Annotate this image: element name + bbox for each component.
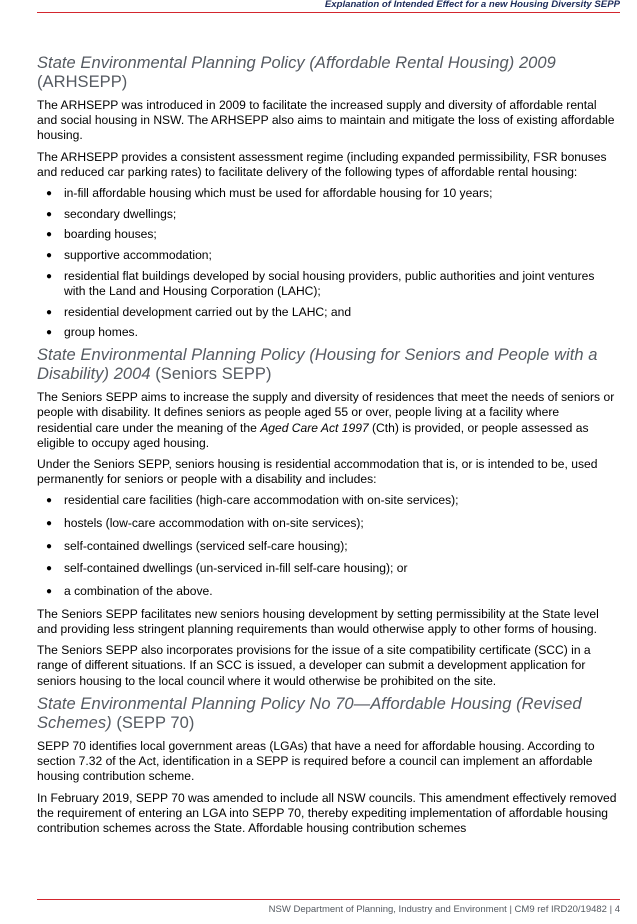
bullet-icon: ● [46,208,53,220]
paragraph-text: (Cth) is provided, or people assessed as eligible to occupy aged housing. [37,420,589,450]
act-title: Aged Care Act 1997 [260,420,369,435]
list-item-text: supportive accommodation; [64,248,212,263]
list-item-text: residential flat buildings developed by social housing providers, public authorities and joint ventures with the Land and Housing Corporation (LAHC); [64,268,595,299]
bullet-icon: ● [46,586,53,598]
bullet-icon: ● [46,563,53,575]
section-heading [37,695,617,733]
section-seniors-sepp [37,346,617,689]
bullet-icon: ● [46,229,53,241]
bullet-icon: ● [46,540,53,552]
page-content [37,54,617,842]
heading-plain: (Seniors SEPP) [155,365,272,384]
footer-rule [37,899,620,900]
paragraph-text: The Seniors SEPP aims to increase the supply and diversity of residences that meet the needs of seniors or people with disability. It defines seniors as people aged 55 or over, people living at a facility where residential care under the meaning of the [37,390,615,435]
list-item-text: a combination of the above. [64,584,213,599]
list-item [37,493,617,508]
bullet-icon: ● [46,188,53,200]
bullet-icon: ● [46,306,53,318]
bullet-icon: ● [46,518,53,530]
heading-plain: (SEPP 70) [116,713,195,732]
list-item [37,539,617,554]
running-header: Explanation of Intended Effect for a new Housing Diversity SEPP [324,0,620,10]
page-footer: NSW Department of Planning, Industry and Environment | CM9 ref IRD20/19482 | 4 [268,904,620,915]
list-item [37,561,617,576]
list-item-text: self-contained dwellings (un-serviced in-fill self-care housing); or [64,561,408,576]
list-item [37,325,617,340]
paragraph: In February 2019, SEPP 70 was amended to include all NSW councils. This amendment effectively removed the requirement of entering an LGA into SEPP 70, thereby expediting implementation of affordable housing contribution schemes across the State. Affordable housing contribution schemes [37,790,617,835]
list-item-text: secondary dwellings; [64,206,177,221]
list-item-text: residential development carried out by the LAHC; and [64,304,352,319]
heading-italic: State Environmental Planning Policy No 70—Affordable Housing (Revised Schemes) [37,694,582,732]
list-item-text: group homes. [64,325,138,340]
list-item [37,516,617,531]
section-heading [37,54,617,92]
bullet-list [37,493,617,599]
bullet-icon: ● [46,495,53,507]
bullet-icon: ● [46,250,53,262]
paragraph [37,390,617,451]
list-item [37,186,617,201]
bullet-icon: ● [46,270,53,282]
section-heading [37,346,617,384]
list-item-text: residential care facilities (high-care accommodation with on-site services); [64,493,459,508]
heading-italic: State Environmental Planning Policy (Housing for Seniors and People with a Disability) 2004 [37,346,598,384]
paragraph: Under the Seniors SEPP, seniors housing is residential accommodation that is, or is intended to be, used permanently for seniors or people with a disability and includes: [37,456,598,487]
paragraph: The Seniors SEPP facilitates new seniors housing development by setting permissibility at the State level and providing less stringent planning requirements than would otherwise apply to other forms of housing. [37,606,599,637]
list-item-text: boarding houses; [64,227,157,242]
section-sepp-70 [37,695,617,836]
list-item-text: in-fill affordable housing which must be used for affordable housing for 10 years; [64,186,493,201]
list-item-text: self-contained dwellings (serviced self-care housing); [64,538,348,553]
list-item [37,227,617,242]
paragraph: SEPP 70 identifies local government areas (LGAs) that have a need for affordable housing. According to section 7.32 of the Act, identification in a SEPP is required before a council can implement an affordable housing contribution scheme. [37,738,595,784]
list-item [37,248,617,263]
paragraph: The Seniors SEPP also incorporates provisions for the issue of a site compatibility certificate (SCC) in a range of different situations. If an SCC is issued, a developer can submit a development application for seniors housing to the local council where it would otherwise be prohibited on the site. [37,643,591,688]
section-arhsepp [37,54,617,341]
bullet-icon: ● [46,327,53,339]
bullet-list [37,186,617,341]
header-rule [37,12,620,13]
heading-plain: (ARHSEPP) [37,73,128,91]
paragraph: The ARHSEPP was introduced in 2009 to facilitate the increased supply and diversity of affordable rental and social housing in NSW. The ARHSEPP also aims to maintain and mitigate the loss of existing affordable housing. [37,98,615,143]
list-item [37,305,617,320]
list-item-text: hostels (low-care accommodation with on-site services); [64,516,364,531]
list-item [37,584,617,599]
list-item [37,269,617,299]
heading-italic: State Environmental Planning Policy (Affordable Rental Housing) 2009 [37,54,556,72]
list-item [37,207,617,222]
paragraph: The ARHSEPP provides a consistent assessment regime (including expanded permissibility, FSR bonuses and reduced car parking rates) to facilitate delivery of the following types of affordable rental housing: [37,149,607,179]
